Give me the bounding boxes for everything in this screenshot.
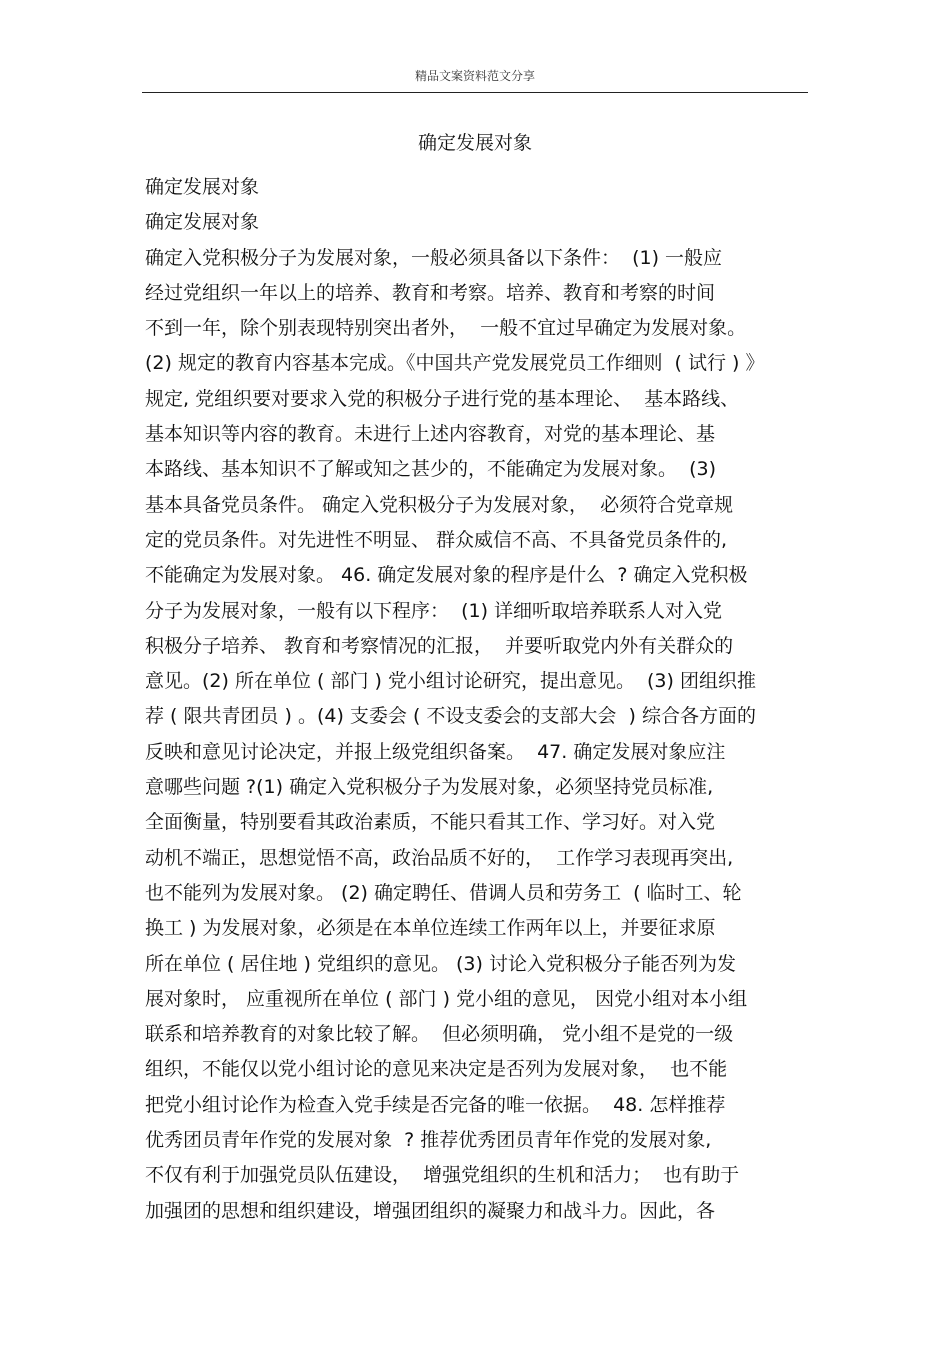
text-line: 全面衡量，特别要看其政治素质，不能只看其工作、学习好。对入党 bbox=[145, 811, 716, 834]
text-line: 定的党员条件。对先进性不明显、 群众威信不高、不具备党员条件的, bbox=[145, 528, 728, 551]
text-line: 所在单位 ( 居住地 ) 党组织的意见。 (3) 讨论入党积极分子能否列为发 bbox=[145, 952, 736, 975]
text-line: 联系和培养教育的对象比较了解。 但必须明确， 党小组不是党的一级 bbox=[145, 1023, 734, 1046]
text-line: 优秀团员青年作党的发展对象 ? 推荐优秀团员青年作党的发展对象, bbox=[145, 1129, 712, 1152]
text-line: 确定发展对象 bbox=[145, 176, 260, 198]
text-line: 确定入党积极分子为发展对象，一般必须具备以下条件： (1) 一般应 bbox=[145, 246, 723, 269]
text-line: 规定, 党组织要对要求入党的积极分子进行党的基本理论、 基本路线、 bbox=[145, 387, 740, 410]
document-title: 确定发展对象 bbox=[417, 132, 532, 154]
text-line: 基本具备党员条件。 确定入党积极分子为发展对象， 必须符合党章规 bbox=[145, 493, 734, 516]
text-line: 不能确定为发展对象。 46. 确定发展对象的程序是什么 ? 确定入党积极 bbox=[145, 564, 748, 587]
document-body bbox=[145, 170, 815, 1229]
text-line: (2) 规定的教育内容基本完成。《中国共产党发展党员工作细则 ( 试行 ) 》 bbox=[145, 352, 765, 375]
text-line: 把党小组讨论作为检查入党手续是否完备的唯一依据。 48. 怎样推荐 bbox=[145, 1093, 726, 1116]
text-line: 经过党组织一年以上的培养、教育和考察。培养、教育和考察的时间 bbox=[145, 281, 716, 304]
text-line: 不仅有利于加强党员队伍建设， 增强党组织的生机和活力； 也有助于 bbox=[145, 1164, 740, 1187]
text-line: 确定发展对象 bbox=[145, 211, 260, 234]
text-line: 意见。(2) 所在单位 ( 部门 ) 党小组讨论研究，提出意见。 (3) 团组织推 bbox=[145, 670, 756, 693]
page-header-text: 精品文案资料范文分享 bbox=[414, 69, 535, 83]
text-line: 荐 ( 限共青团员 ) 。(4) 支委会 ( 不设支委会的支部大会 ) 综合各方面的 bbox=[145, 705, 756, 728]
text-line: 动机不端正，思想觉悟不高，政治品质不好的， 工作学习表现再突出, bbox=[145, 846, 734, 869]
text-line: 也不能列为发展对象。 (2) 确定聘任、借调人员和劳务工 ( 临时工、轮 bbox=[145, 881, 742, 904]
text-line: 反映和意见讨论决定，并报上级党组织备案。 47. 确定发展对象应注 bbox=[145, 740, 726, 763]
text-line: 组织，不能仅以党小组讨论的意见来决定是否列为发展对象， 也不能 bbox=[145, 1058, 728, 1081]
text-line: 换工 ) 为发展对象，必须是在本单位连续工作两年以上，并要征求原 bbox=[145, 917, 716, 940]
text-line: 加强团的思想和组织建设，增强团组织的凝聚力和战斗力。因此，各 bbox=[145, 1199, 716, 1222]
text-line: 意哪些问题 ?(1) 确定入党积极分子为发展对象，必须坚持党员标准, bbox=[145, 776, 714, 799]
text-line: 不到一年，除个别表现特别突出者外， 一般不宜过早确定为发展对象。 bbox=[145, 317, 747, 340]
text-line: 基本知识等内容的教育。未进行上述内容教育，对党的基本理论、基 bbox=[145, 423, 716, 446]
header-divider bbox=[142, 92, 808, 93]
text-line: 积极分子培养、 教育和考察情况的汇报， 并要听取党内外有关群众的 bbox=[145, 634, 734, 657]
text-line: 分子为发展对象，一般有以下程序： (1) 详细听取培养联系人对入党 bbox=[145, 599, 723, 622]
text-line: 展对象时， 应重视所在单位 ( 部门 ) 党小组的意见， 因党小组对本小组 bbox=[145, 987, 748, 1010]
text-line: 本路线、基本知识不了解或知之甚少的，不能确定为发展对象。 (3) bbox=[145, 458, 716, 481]
